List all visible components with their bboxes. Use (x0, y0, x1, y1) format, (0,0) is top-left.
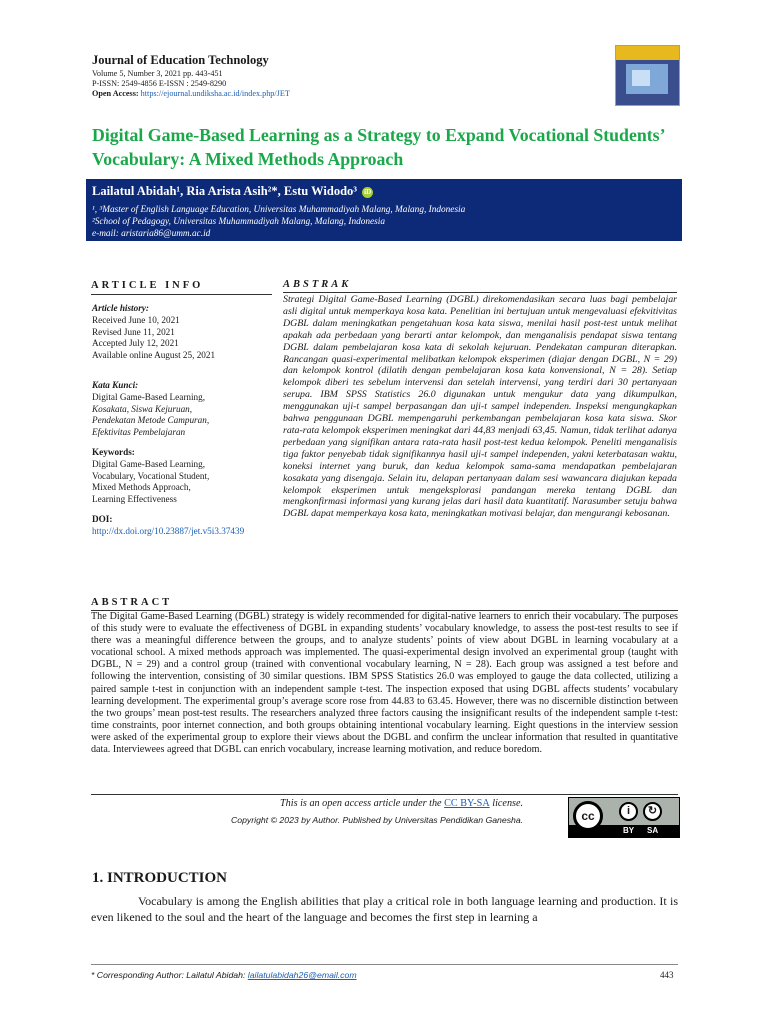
keyword-item: Mixed Methods Approach, (92, 482, 191, 493)
introduction-heading: 1. INTRODUCTION (92, 870, 228, 886)
kata-kunci-item: Kosakata, Siswa Kejuruan, (92, 403, 193, 414)
badge-by-label: BY (623, 826, 635, 835)
keywords (92, 447, 272, 506)
affiliation-1: ¹, ³Master of English Language Education, Universitas Muhammadiyah Malang, Malang, Indonesia (92, 205, 466, 215)
copyright-notice: Copyright © 2023 by Author. Published by Universitas Pendidikan Ganesha. (231, 815, 524, 825)
author-band (86, 179, 682, 241)
keyword-item: Learning Effectiveness (92, 494, 177, 505)
open-access-line (92, 89, 290, 99)
online-date: Available online August 25, 2021 (92, 350, 216, 361)
introduction-text: Vocabulary is among the English abilities that play a critical role in both language learning and production. It is even likened to the soul and the heart of the language and becomes the first step in learning a (91, 894, 678, 925)
kata-kunci-item: Digital Game-Based Learning, (92, 391, 206, 402)
author-email: e-mail: aristaria86@umm.ac.id (92, 229, 211, 239)
journal-url-link[interactable]: https://ejournal.undiksha.ac.id/index.php/JET (140, 89, 290, 98)
abstrak-heading: ABSTRAK (283, 279, 352, 290)
keywords-label: Keywords: (92, 446, 135, 457)
license-suffix: license. (489, 798, 524, 809)
accepted-date: Accepted July 12, 2021 (92, 338, 179, 349)
attribution-icon: i (619, 802, 638, 821)
author-names-text: Lailatul Abidah¹, Ria Arista Asih²*, Estu Widodo³ (92, 184, 358, 198)
cover-illustration-detail (632, 70, 650, 86)
badge-sa-label: SA (647, 826, 659, 835)
footer-divider (91, 964, 678, 965)
journal-cover-image (615, 45, 680, 106)
page-number: 443 (660, 970, 674, 980)
issn-line: P-ISSN: 2549-4856 E-ISSN : 2549-8290 (92, 79, 227, 88)
article-info-heading: ARTICLE INFO (91, 280, 204, 291)
paper-title: Digital Game-Based Learning as a Strategy to Expand Vocational Students’ Vocabulary: A Mixed Methods Approach (92, 125, 665, 169)
keyword-item: Digital Game-Based Learning, (92, 458, 206, 469)
kata-kunci-item: Efektivitas Pembelajaran (92, 427, 186, 438)
received-date: Received June 10, 2021 (92, 314, 180, 325)
license-prefix: This is an open access article under the (280, 798, 445, 809)
corresponding-email-link[interactable]: lailatulabidah26@email.com (247, 970, 357, 980)
doi-link[interactable]: http://dx.doi.org/10.23887/jet.v5i3.37439 (92, 525, 245, 536)
volume-line: Volume 5, Number 3, 2021 pp. 443-451 (92, 69, 223, 78)
abstract-heading: ABSTRACT (91, 597, 173, 608)
cover-banner (616, 46, 679, 60)
article-history (92, 303, 272, 362)
revised-date: Revised June 11, 2021 (92, 326, 175, 337)
license-divider (91, 794, 678, 795)
kata-kunci-item: Pendekatan Metode Campuran, (92, 415, 210, 426)
affiliation-2: ²School of Pedagogy, Universitas Muhammadiyah Malang, Malang, Indonesia (92, 217, 386, 227)
cc-by-sa-badge[interactable] (568, 797, 680, 838)
history-label: Article history: (92, 303, 149, 313)
author-names (92, 184, 373, 199)
keyword-item: Vocabulary, Vocational Student, (92, 470, 210, 481)
article-info-column (92, 303, 272, 546)
cc-logo-icon: cc (573, 801, 603, 831)
abstract-text: The Digital Game-Based Learning (DGBL) strategy is widely recommended for digital-native learners to enrich their vocabulary. The purposes of this study were to evaluate the effectiveness of DGBL in expanding students’ vocabulary knowledge, to assess the post-test results to see if there was a meaningful difference between the groups, and to analyze students’ points of view about DGBL in learning vocabulary at a vocational school. A mixed methods approach was implemented. The quasi-experimental design involved an experimental group (taught with DGBL, N = 29) and a control group (trained with conventional vocabulary learning, N = 28). Each group was assigned a test before and following the intervention, consisting of 30 similar questions. IBM SPSS Statistics 26.0 was employed to gauge the data collected, utilizing a paired sample t-test in conjunction with an independent sample t-test. The inspection exposed that using DGBL affects students’ vocabulary learning development. The experimental group’s average score rose from 44.83 to 63.45. However, there was no discernible distinction between the two groups’ mean post-test results. The researchers analyzed three factors causing the insignificant results of the independent sample t-test: time constraints, poor internet connection, and both groups obtaining intentional vocabulary learning. Eight questions in the interview session were asked of the experimental group to explore their views about the DGBL and confirm the unclear information that resulted in quantitative data. Interviewees agreed that DGBL can enrich vocabulary, increase learning motivation, and reduce boredom. (91, 611, 678, 756)
kata-kunci (92, 380, 272, 439)
corresponding-label: * Corresponding Author: Lailatul Abidah: (91, 970, 248, 980)
doi-label: DOI: (92, 513, 113, 524)
open-access-label: Open Access: (92, 89, 141, 98)
kata-kunci-label: Kata Kunci: (92, 379, 139, 390)
article-info-divider (91, 294, 272, 295)
license-statement (280, 798, 523, 809)
doi-block (92, 514, 272, 538)
abstrak-divider (283, 292, 677, 293)
share-alike-icon: ↻ (643, 802, 662, 821)
journal-name: Journal of Education Technology (92, 53, 269, 67)
cc-by-sa-link[interactable]: CC BY-SA (444, 798, 490, 809)
orcid-icon[interactable]: iD (364, 188, 372, 196)
abstrak-text: Strategi Digital Game-Based Learning (DGBL) direkomendasikan secara luas bagi pembelajar asli digital untuk memperkaya kosa kata. Penelitian ini bertujuan untuk mengevaluasi efekvitivitas DGBL dalam meningkatkan pengetahuan kosa kata siswa, menilai hasil post-test untuk melihat apakah ada perbedaan yang berarti antar kelompok, dan menganalisis pendapat siswa tentang DGBL dalam pembelajaran kosa kata di sekolah kejuruan. Pendekatan campuran diterapkan. Rancangan quasi-experimental melibatkan kelompok eksperimen (diajar dengan DGBL, N = 29) dan kelompok kontrol (dilatih dengan pembelajaran kosa kata konvensional, N = 28). Setiap kelompok diberi tes sebelum intervensi dan setelah intervensi, yang terdiri dari 30 pertanyaan serupa. IBM SPSS Statistics 26.0 digunakan untuk mengukur data yang dikumpulkan, menggunakan uji-t sampel berpasangan dan uji-t sampel independen. Inspeksi mengungkapkan bahwa penggunaan DGBL mempengaruhi perkembangan pembelajaran kosa kata siswa. Skor rata-rata kelompok eksperimen meningkat dari 44,83 menjadi 63,45. Namun, tidak terlihat adanya perbedaan yang signifikan antara rata-rata hasil post-test kedua kelompok. Peneliti menganalisis tiga faktor penyebab tidak signifikannya hasil uji-t sampel independen, yakni keterbatasan waktu, koneksi internet yang buruk, dan kedua kelompok sama-sama mendapatkan pembelajaran kosakata yang disengaja. Selain itu, delapan pertanyaan dalam sesi wawancara diajukan kepada kelompok eksperimen untuk mengeksplorasi pandangan mereka tentang DGBL dan mengkonfirmasi informasi yang kurang jelas dari hasil data kuantitatif. Narasumber setuju bahwa DGBL dapat memperkaya kosa kata, meningkatkan motivasi belajar, dan mengurangi kebosanan. (283, 294, 677, 520)
corresponding-author (91, 970, 357, 980)
